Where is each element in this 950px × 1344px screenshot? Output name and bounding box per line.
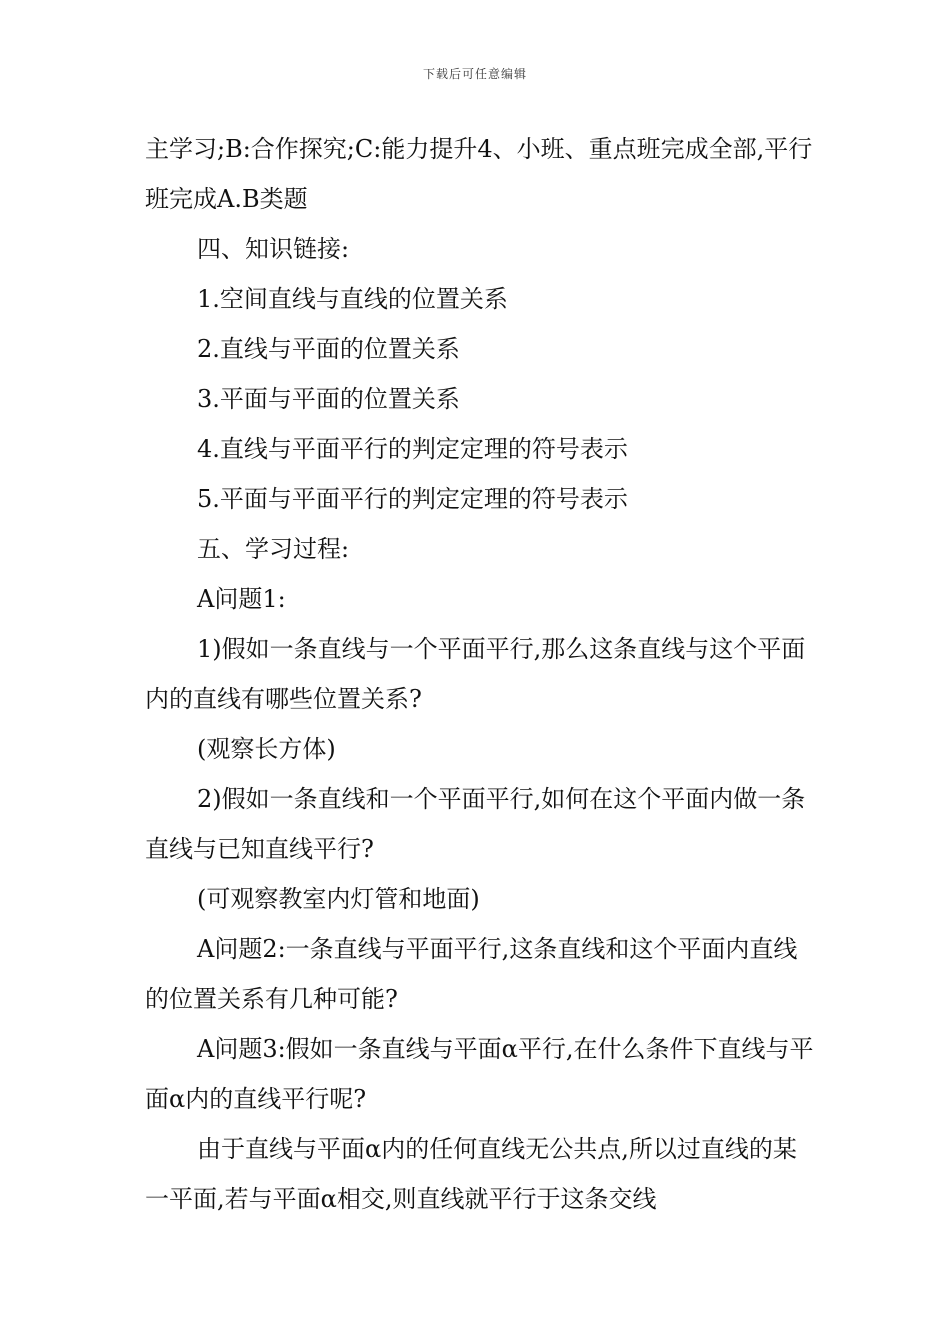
paragraph-14: A问题2:一条直线与平面平行,这条直线和这个平面内直线的位置关系有几种可能? [145,935,798,1013]
paragraph-8: 五、学习过程: [197,535,350,563]
page-header: 下载后可任意编辑 [422,67,527,81]
paragraph-2: 四、知识链接: [197,235,350,263]
paragraph-13: (可观察教室内灯管和地面) [197,885,480,913]
paragraph-4: 2.直线与平面的位置关系 [197,335,460,363]
paragraph-7: 5.平面与平面平行的判定定理的符号表示 [197,485,628,513]
paragraph-3: 1.空间直线与直线的位置关系 [197,285,508,313]
paragraph-11: (观察长方体) [197,735,336,763]
paragraph-16: 由于直线与平面α内的任何直线无公共点,所以过直线的某一平面,若与平面α相交,则直线就平行于这条交线 [145,1135,797,1213]
document-body [145,124,817,1224]
paragraph-10: 1)假如一条直线与一个平面平行,那么这条直线与这个平面内的直线有哪些位置关系? [145,635,806,713]
paragraph-12: 2)假如一条直线和一个平面平行,如何在这个平面内做一条直线与已知直线平行? [145,785,806,863]
paragraph-9: A问题1: [197,585,286,613]
paragraph-1: 主学习;B:合作探究;C:能力提升4、小班、重点班完成全部,平行班完成A.B类题 [145,135,813,213]
paragraph-6: 4.直线与平面平行的判定定理的符号表示 [197,435,628,463]
paragraph-5: 3.平面与平面的位置关系 [197,385,460,413]
paragraph-15: A问题3:假如一条直线与平面α平行,在什么条件下直线与平面α内的直线平行呢? [145,1035,814,1113]
